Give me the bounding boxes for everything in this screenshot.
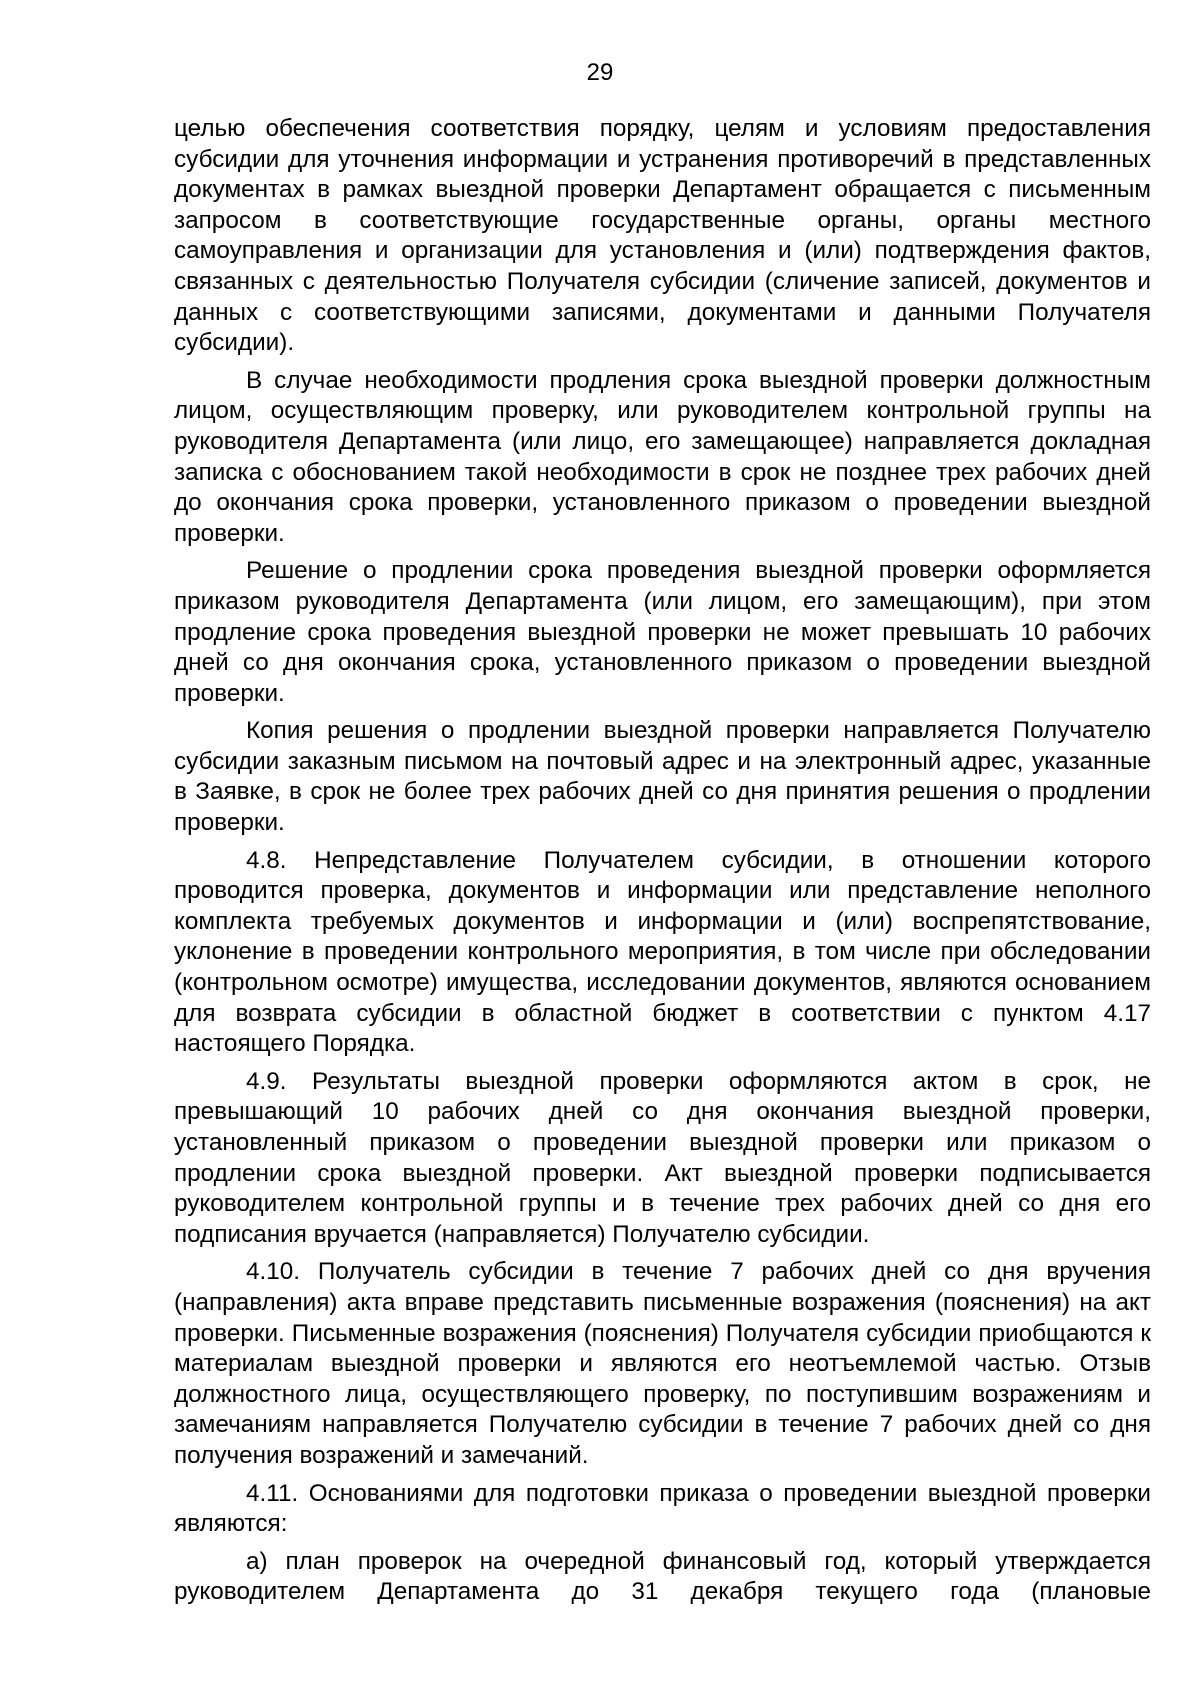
paragraph-4-9: 4.9. Результаты выездной проверки оформляются актом в срок, не превышающий 10 рабочих дней со дня окончания выездной проверки, установленный приказом о проведении выездной проверки или приказом о продлении срока выездной проверки. Акт выездной проверки подписывается руководителем контрольной группы и в течение трех рабочих дней со дня его подписания вручается (направляется) Получателю субсидии. [174, 1067, 1151, 1248]
paragraph-extension-decision: Решение о продлении срока проведения выездной проверки оформляется приказом руководителя Департамента (или лицом, его замещающим), при этом продление срока проведения выездной проверки не может превышать 10 рабочих дней со дня окончания срока, установленного приказом о проведении выездной проверки. [174, 557, 1151, 707]
paragraph-4-10: 4.10. Получатель субсидии в течение 7 рабочих дней со дня вручения (направления) акта вправе представить письменные возражения (пояснения) на акт проверки. Письменные возражения (пояснения) Получателя субсидии приобщаются к материалам выездной проверки и являются его неотъемлемой частью. Отзыв должностного лица, осуществляющего проверку, по поступившим возражениям и замечаниям направляется Получателю субсидии в течение 7 рабочих дней со дня получения возражений и замечаний. [174, 1258, 1151, 1469]
page-number: 29 [586, 59, 614, 86]
paragraph-continuation: целью обеспечения соответствия порядку, целям и условиям предоставления субсидии для уточнения информации и устранения противоречий в представленных документах в рамках выездной проверки Департамент обращается с письменным запросом в соответствующие государственные органы, органы местного самоуправления и организации для установления и (или) подтверждения фактов, связанных с деятельностью Получателя субсидии (сличение записей, документов и данных с соответствующими записями, документами и данными Получателя субсидии). [174, 115, 1151, 357]
paragraph-decision-copy: Копия решения о продлении выездной проверки направляется Получателю субсидии заказным письмом на почтовый адрес и на электронный адрес, указанные в Заявке, в срок не более трех рабочих дней со дня принятия решения о продлении проверки. [174, 717, 1151, 837]
document-body [174, 114, 1151, 1608]
paragraph-extension-request: В случае необходимости продления срока выездной проверки должностным лицом, осуществляющим проверку, или руководителем контрольной группы на руководителя Департамента (или лицо, его замещающее) направляется докладная записка с обоснованием такой необходимости в срок не позднее трех рабочих дней до окончания срока проверки, установленного приказом о проведении выездной проверки. [174, 366, 1151, 547]
paragraph-4-11: 4.11. Основаниями для подготовки приказа о проведении выездной проверки являются: [174, 1479, 1151, 1538]
paragraph-4-8: 4.8. Непредставление Получателем субсидии, в отношении которого проводится проверка, документов и информации или представление неполного комплекта требуемых документов и информации и (или) воспрепятствование, уклонение в проведении контрольного мероприятия, в том числе при обследовании (контрольном осмотре) имущества, исследовании документов, являются основанием для возврата субсидии в областной бюджет в соответствии с пунктом 4.17 настоящего Порядка. [174, 846, 1151, 1058]
paragraph-4-11-a: а) план проверок на очередной финансовый год, который утверждается руководителем Департамента до 31 декабря текущего года (плановые [174, 1547, 1151, 1606]
